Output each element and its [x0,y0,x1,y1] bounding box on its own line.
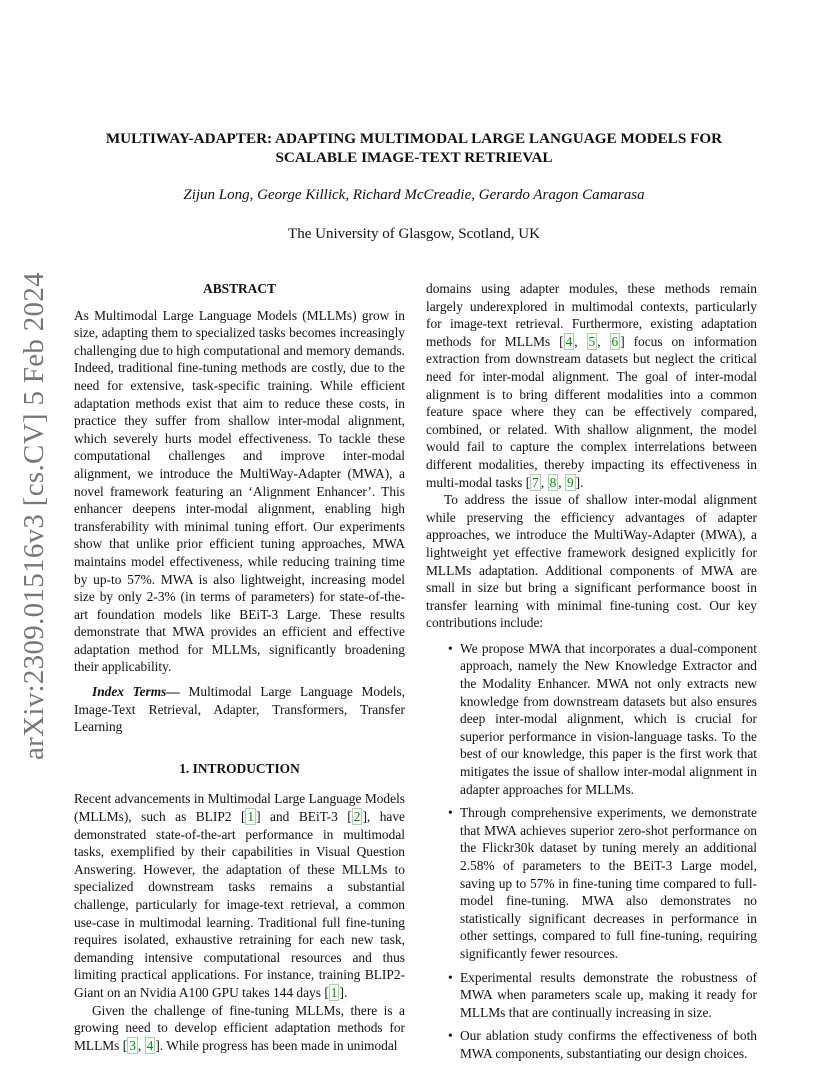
arxiv-id-text: arXiv:2309.01516v3 [cs.CV] 5 Feb 2024 [18,272,50,760]
paper-title [60,129,768,167]
index-terms-label: Index Terms— [92,684,180,700]
intro-paragraph-1: Recent advancements in Multimodal Large Language Models (MLLMs), such as BLIP2 [ 1 ] and BEiT-3 [ 2 ], have demonstrated state-of-the-art performance in multimodal tasks, exemplified by their capabilities in Visual Question Answering. However, the adaptation of these MLLMs to specialized downstream tasks remains a substantial challenge, particularly for image-text retrieval, a common use-case in multimodal learning. Traditional full fine-tuning requires isolated, exhaustive retraining for each new task, demanding intensive computational resources and thus limiting practical applications. For instance, training BLIP2-Giant on an Nvidia A100 GPU takes 144 days [ 1 ]. [74,791,406,1000]
text-span: and BEiT-3 [260,809,348,825]
intro-paragraph-2: Given the challenge of fine-tuning MLLMs, there is a growing need to develop efficient adaptation methods for MLLMs [ 3 , 4 ]. While progress has been made in unimodal [74,1002,405,1053]
citation-link[interactable]: 7 [532,474,539,490]
text-span: domains using adapter modules, these methods remain largely underexplored in multimodal contexts, particularly for image-text retrieval. Furthermore, existing adaptation methods for MLLMs [426,281,757,349]
title-line-2: SCALABLE IMAGE-TEXT RETRIEVAL [275,149,553,166]
citation-link[interactable]: 1 [247,809,255,825]
list-item: • Our ablation study confirms the effectiveness of both MWA components, substantiating our design choices. [426,1027,757,1062]
left-column [74,280,405,1054]
list-item: • Through comprehensive experiments, we demonstrate that MWA achieves superior zero-shot performance on the Flickr30k dataset by tuning merely an additional 2.58% of parameters to the BEiT-3 Large model, saving up to 57% in fine-tuning time compared to full-model fine-tuning. MWA also demonstrates no statistically significant decreases in performance in other settings, compared to full fine-tuning, requiring significantly fewer resources. [426,804,757,962]
citation-link[interactable]: 4 [565,333,573,349]
text-span: , have demonstrated state-of-the-art performance in multimodal tasks, exemplified by their capabilities in Visual Question Answering. However, the adaptation of these MLLMs to specialized downstream tasks remains a substantial challenge, particularly for image-text retrieval, a common use-case in multimodal learning. Traditional full fine-tuning requires isolated, exhaustive retraining for each new task, demanding intensive computational resources and thus limiting practical applications. For instance, training BLIP2-Giant on an Nvidia A100 GPU takes 144 days [74,809,406,1000]
citation-link[interactable]: 8 [549,474,557,490]
citation-link[interactable]: 9 [566,474,574,490]
citation-link[interactable]: 1 [330,984,338,1000]
affiliation: The University of Glasgow, Scotland, UK [288,226,540,242]
citation-link[interactable]: 5 [588,333,596,349]
abstract-heading: ABSTRACT [203,281,276,296]
list-item: • We propose MWA that incorporates a dual-component approach, namely the New Knowledge Extractor and the Modality Enhancer. MWA not only extracts new knowledge from downstream datasets but also ensures deep inter-modal alignment, which is crucial for superior performance in vision-language tasks. To the best of our knowledge, this paper is the first work that mitigates the issue of shallow inter-modal alignment in adapter approaches for MLLMs. [426,640,757,798]
title-line-1: MULTIWAY-ADAPTER: ADAPTING MULTIMODAL LARGE LANGUAGE MODELS FOR [105,130,723,147]
intro-paragraph-3: To address the issue of shallow inter-modal alignment while preserving the efficiency advantages of adapter approaches, we introduce the MultiWay-Adapter (MWA), a lightweight yet effective framework designed explicitly for MLLMs adaptation. Additional components of MWA are small in size but bring a significant performance boost in transfer learning with minimal fine-tuning cost. Our key contributions include: [426,492,757,631]
right-column [426,280,757,1069]
citation-link[interactable]: 2 [353,809,361,825]
text-span: . [580,474,584,490]
authors: Zijun Long, George Killick, Richard McCreadie, Gerardo Aragon Camarasa [183,187,645,203]
index-terms [74,683,405,736]
citation-link[interactable]: 6 [611,333,619,349]
text-span: . While progress has been made in unimodal [159,1037,398,1053]
text-span: . [343,984,348,1000]
index-terms-text: Multimodal Large Language Models, Image-Text Retrieval, Adapter, Transformers, Transfer Learning [74,684,405,735]
text-span: Given the challenge of fine-tuning MLLMs, there is a growing need to develop efficient adaptation methods for MLLMs [74,1002,405,1053]
abstract-text: As Multimodal Large Language Models (MLLMs) grow in size, adapting them to specialized tasks becomes increasingly challenging due to high computational and memory demands. Indeed, traditional fine-tuning methods are costly, due to the need for extensive, task-specific training. While efficient adaptation methods exist that aim to reduce these costs, in practice they suffer from shallow inter-modal alignment, which severely hurts model effectiveness. To tackle these computational challenges and improve inter-modal alignment, we introduce the MultiWay-Adapter (MWA), a novel framework featuring an ‘Alignment Enhancer’. This enhancer deepens inter-modal alignment, enabling high transferability with minimal tuning effort. Our experiments show that unlike prior efficient tuning approaches, MWA maintains model effectiveness, while reducing training time by up-to 57%. MWA is also lightweight, increasing model size by only 2-3% (in terms of parameters) for state-of-the-art foundation models like BEiT-3 Large. These results demonstrate that MWA provides an efficient and effective adaptation method for MLLMs, significantly broadening their applicability. [74,307,405,675]
introduction-heading: 1. INTRODUCTION [179,760,300,776]
citation-link[interactable]: 3 [129,1037,136,1053]
contributions-list [426,640,757,1063]
citation-link[interactable]: 4 [146,1037,154,1053]
list-item: • Experimental results demonstrate the robustness of MWA when parameters scale up, making it ready for MLLMs that are continually increasing in size. [426,969,757,1022]
intro-paragraph-continued: domains using adapter modules, these methods remain largely underexplored in multimodal contexts, particularly for image-text retrieval. Furthermore, existing adaptation methods for MLLMs [ 4 , 5 , 6 ] focus on information extraction from downstream datasets but neglect the critical need for inter-modal alignment. The goal of inter-modal alignment is to bring different modalities into a common feature space where they can be effectively compared, combined, or related. With shallow alignment, the model would fail to capture the complex interrelations between different modalities, thereby impacting its effectiveness in multi-modal tasks [ 7 , 8 , 9 ]. [426,281,757,490]
text-span: Recent advancements in Multimodal Large Language Models (MLLMs), such as BLIP2 [74,791,405,825]
text-span: focus on information extraction from downstream datasets but neglect the critical need for inter-modal alignment. The goal of inter-modal alignment is to bring different modalities into a common feature space where they can be effectively compared, combined, or related. With shallow alignment, the model would fail to capture the complex interrelations between different modalities, thereby impacting its effectiveness in multi-modal tasks [426,333,757,490]
